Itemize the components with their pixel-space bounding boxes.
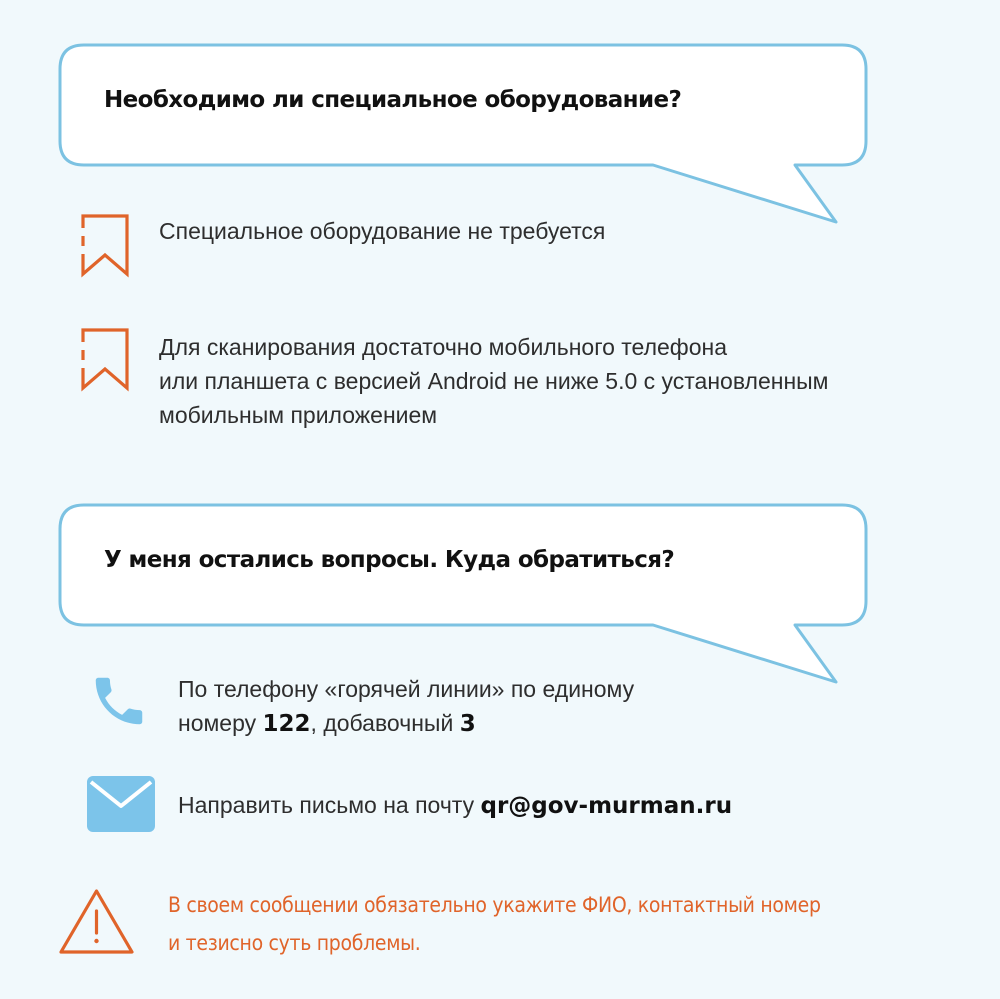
email-contact-text bbox=[178, 788, 732, 823]
extension-number: 3 bbox=[459, 711, 476, 737]
text-fragment: номеру bbox=[178, 710, 263, 736]
question-bubble-equipment bbox=[0, 0, 1000, 240]
warning-triangle-icon bbox=[58, 887, 135, 955]
bookmark-icon bbox=[80, 214, 130, 278]
list-item-text bbox=[159, 330, 829, 432]
text-line: мобильным приложением bbox=[159, 402, 438, 428]
envelope-icon bbox=[87, 776, 155, 832]
speech-bubble-shape bbox=[0, 460, 1000, 700]
phone-icon bbox=[88, 670, 150, 732]
speech-bubble-shape bbox=[0, 0, 1000, 240]
text-line bbox=[178, 706, 634, 741]
section-title: Необходимо ли специальное оборудование? bbox=[104, 87, 682, 113]
warning-message bbox=[168, 886, 821, 962]
text-line: В своем сообщении обязательно укажите ФИО, контактный номер bbox=[168, 893, 821, 917]
email-address-link[interactable]: qr@gov-murman.ru bbox=[480, 793, 733, 819]
section-title: У меня остались вопросы. Куда обратиться? bbox=[104, 547, 675, 573]
phone-contact-text bbox=[178, 672, 634, 741]
question-bubble-contacts bbox=[0, 460, 1000, 700]
list-item-text: Специальное оборудование не требуется bbox=[159, 218, 606, 244]
text-line: Для сканирования достаточно мобильного телефона bbox=[159, 334, 727, 360]
text-line: и тезисно суть проблемы. bbox=[168, 931, 421, 955]
text-fragment: Направить письмо на почту bbox=[178, 792, 481, 818]
text-line: или планшета с версией Android не ниже 5.0 с установленным bbox=[159, 368, 829, 394]
hotline-number: 122 bbox=[262, 711, 311, 737]
bookmark-icon bbox=[80, 328, 130, 392]
text-line: По телефону «горячей линии» по единому bbox=[178, 676, 635, 702]
text-fragment: , добавочный bbox=[310, 710, 460, 736]
